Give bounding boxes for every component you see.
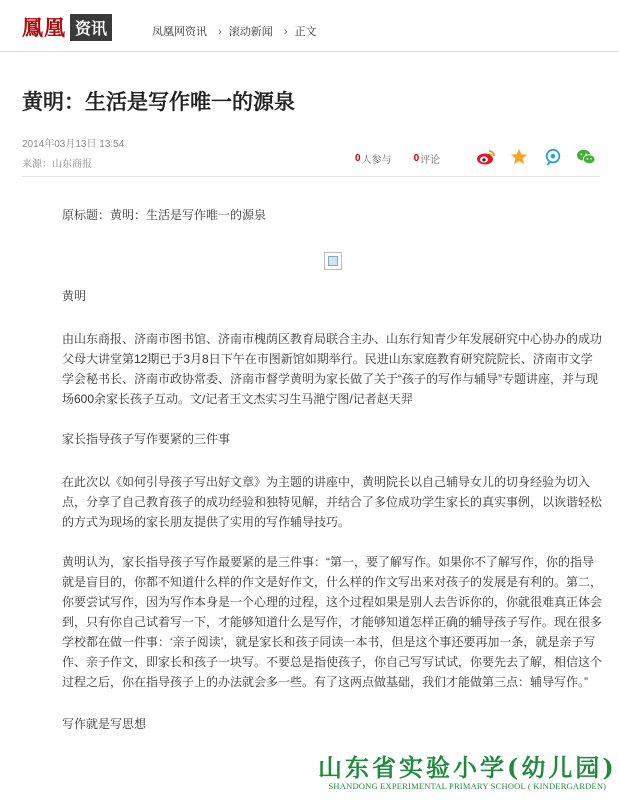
article-source[interactable]: 来源：山东商报	[22, 159, 92, 170]
breadcrumb-separator: ›	[218, 26, 222, 38]
participants-count[interactable]: 0	[355, 153, 361, 164]
breadcrumb-item-news[interactable]: 凤凰网资讯	[152, 26, 207, 38]
ifeng-logo[interactable]	[22, 12, 112, 42]
qzone-star-icon[interactable]	[509, 147, 529, 167]
meta-divider	[22, 176, 600, 177]
breadcrumb	[152, 23, 321, 39]
top-bar	[0, 0, 619, 52]
photo-caption: 黄明	[62, 289, 87, 303]
breadcrumb-separator: ›	[283, 26, 288, 38]
breadcrumb-item-current: 正文	[294, 26, 317, 38]
paragraph: 黄明认为，家长指导孩子写作最要紧的是三件事：“第一，要了解写作。如果你不了解写作，你的指导就是盲目的，你都不知道什么样的作文是好作文，什么样的作文写出来对孩子的发展是有利的。第二，你要尝试写作，因为写作本身是一个心理的过程，这个过程如果是别人去告诉你的，你就很难真正体会到，只有你自己试着写一下，才能够知道什么是写作，才能够知道怎样正确的辅导孩子写作。现在很多学校都在做一件事：‘亲子阅读’，就是家长和孩子同读一本书，但是这个事还要再加一条，就是亲子写作、亲子作文，即家长和孩子一块写。不要总是指使孩子，你自己写写试试，你要先去了解，相信这个过程之后，你在指导孩子上的办法就会多一些。有了这两点做基础，我们才能做第三点：辅导写作。”	[62, 555, 603, 689]
article-body	[62, 205, 602, 734]
broken-image-icon	[324, 252, 342, 270]
original-title: 原标题：黄明：生活是写作唯一的源泉	[62, 208, 267, 222]
paragraph: 由山东商报、济南市图书馆、济南市槐荫区教育局联合主办、山东行知青少年发展研究中心协办的成功父母大讲堂第12期已于3月8日下午在市图新馆如期举行。民进山东家庭教育研究院院长、济南市文学学会秘书长、济南市政协常委、济南市督学黄明为家长做了关于“孩子的写作与辅导”专题讲座，并与现场600余家长孩子互动。文/记者王文杰实习生马滟宁图/记者赵天羿	[62, 332, 603, 406]
article-date: 2014年03月13日 13:54	[22, 139, 125, 150]
paragraph: 在此次以《如何引导孩子写出好文章》为主题的讲座中，黄明院长以自己辅导女儿的切身经验为切入点，分享了自己教育孩子的成功经验和独特见解，并结合了多位成功学生家长的真实事例，以诙谐轻松的方式为现场的家长朋友提供了实用的写作辅导技巧。	[62, 475, 603, 529]
tencent-weibo-icon[interactable]	[543, 147, 563, 167]
logo-text: 鳳凰	[22, 15, 66, 40]
section-heading: 写作就是写思想	[62, 717, 147, 731]
breadcrumb-item-rolling[interactable]: 滚动新闻	[228, 26, 273, 38]
section-badge[interactable]: 资讯	[70, 14, 112, 41]
header-divider	[0, 51, 619, 52]
watermark-cn: 山东省实验小学(幼儿园)	[318, 753, 617, 782]
article-title: 黄明：生活是写作唯一的源泉	[22, 89, 295, 114]
comments-label[interactable]: 评论	[420, 155, 441, 166]
comments-count[interactable]: 0	[413, 153, 420, 164]
wechat-icon[interactable]	[576, 147, 596, 167]
section-heading: 家长指导孩子写作要紧的三件事	[62, 432, 231, 446]
school-watermark	[318, 748, 617, 791]
article-actions	[355, 151, 440, 166]
weibo-icon[interactable]	[476, 147, 496, 167]
participants-label[interactable]: 人参与	[361, 155, 392, 166]
watermark-en: SHANDONG EXPERIMENTAL PRIMARY SCHOOL ( KINDERGARDEN)	[328, 781, 607, 791]
